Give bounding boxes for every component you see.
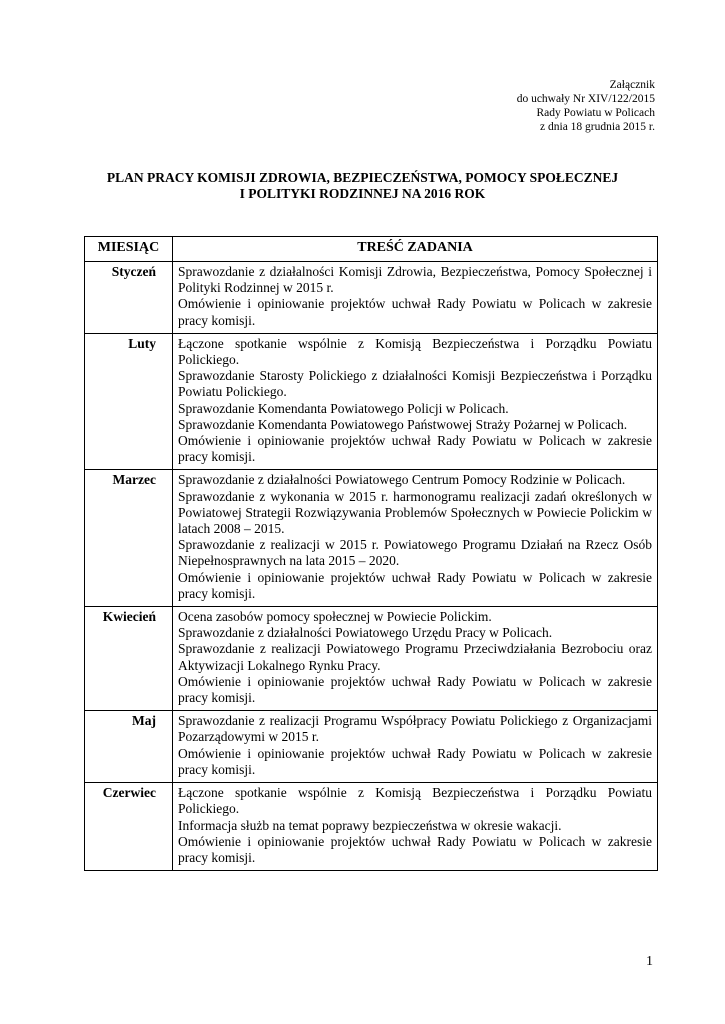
annex-label: Załącznik	[609, 79, 655, 91]
council-name: Rady Powiatu w Policach	[536, 107, 655, 119]
task-item: Sprawozdanie z działalności Komisji Zdrowia, Bezpieczeństwa, Pomocy Społecznej i Polityki Rodzinnej w 2015 r.	[178, 264, 652, 296]
month-cell: Kwiecień	[85, 607, 173, 711]
table-row	[85, 262, 658, 334]
month-cell: Maj	[85, 711, 173, 783]
task-cell	[173, 711, 658, 783]
task-item: Sprawozdanie Starosty Polickiego z działalności Komisji Bezpieczeństwa i Porządku Powiatu Polickiego.	[178, 368, 652, 400]
task-item: Łączone spotkanie wspólnie z Komisją Bezpieczeństwa i Porządku Powiatu Polickiego.	[178, 785, 652, 817]
task-item: Sprawozdanie z działalności Powiatowego Centrum Pomocy Rodzinie w Policach.	[178, 472, 626, 488]
document-title	[60, 170, 665, 202]
task-item: Sprawozdanie Komendanta Powiatowego Policji w Policach.	[178, 400, 509, 416]
task-item: Omówienie i opiniowanie projektów uchwał Rady Powiatu w Policach w zakresie pracy komisji.	[178, 433, 652, 465]
page-number: 1	[646, 954, 653, 969]
table-row	[85, 607, 658, 711]
table-row	[85, 333, 658, 470]
table-row	[85, 711, 658, 783]
resolution-number: do uchwały Nr XIV/122/2015	[516, 93, 655, 105]
month-cell: Marzec	[85, 470, 173, 607]
header-task: TREŚĆ ZADANIA	[173, 237, 658, 262]
task-item: Sprawozdanie z realizacji Programu Współpracy Powiatu Polickiego z Organizacjami Pozarządowymi w 2015 r.	[178, 713, 652, 745]
annex-reference	[517, 78, 655, 134]
task-cell	[173, 262, 658, 334]
title-line-2: I POLITYKI RODZINNEJ NA 2016 ROK	[239, 186, 486, 201]
header-month: MIESIĄC	[85, 237, 173, 262]
task-item: Sprawozdanie z działalności Powiatowego Urzędu Pracy w Policach.	[178, 625, 553, 641]
task-item: Omówienie i opiniowanie projektów uchwał Rady Powiatu w Policach w zakresie pracy komisji.	[178, 569, 652, 601]
task-cell	[173, 783, 658, 871]
task-item: Sprawozdanie z wykonania w 2015 r. harmonogramu realizacji zadań określonych w Powiatowej Strategii Rozwiązywania Problemów Społecznych w Powiecie Polickim w latach 2008 – 2015.	[178, 488, 652, 537]
task-item: Informacja służb na temat poprawy bezpieczeństwa w okresie wakacji.	[178, 817, 562, 833]
month-cell: Styczeń	[85, 262, 173, 334]
task-item: Omówienie i opiniowanie projektów uchwał Rady Powiatu w Policach w zakresie pracy komisji.	[178, 745, 652, 777]
title-line-1: PLAN PRACY KOMISJI ZDROWIA, BEZPIECZEŃSTWA, POMOCY SPOŁECZNEJ	[106, 170, 619, 185]
task-item: Omówienie i opiniowanie projektów uchwał Rady Powiatu w Policach w zakresie pracy komisji.	[178, 296, 652, 328]
table-row	[85, 783, 658, 871]
task-cell	[173, 607, 658, 711]
month-cell: Czerwiec	[85, 783, 173, 871]
task-item: Sprawozdanie z realizacji w 2015 r. Powiatowego Programu Działań na Rzecz Osób Niepełnosprawnych na lata 2015 – 2020.	[178, 537, 652, 569]
task-item: Ocena zasobów pomocy społecznej w Powiecie Polickim.	[178, 609, 492, 625]
table-row	[85, 470, 658, 607]
resolution-date: z dnia 18 grudnia 2015 r.	[540, 121, 655, 133]
task-cell	[173, 333, 658, 470]
task-item: Łączone spotkanie wspólnie z Komisją Bezpieczeństwa i Porządku Powiatu Polickiego.	[178, 335, 652, 368]
task-item: Sprawozdanie Komendanta Powiatowego Państwowej Straży Pożarnej w Policach.	[178, 416, 628, 432]
work-plan-table	[84, 236, 658, 871]
task-item: Omówienie i opiniowanie projektów uchwał Rady Powiatu w Policach w zakresie pracy komisji.	[178, 833, 652, 865]
task-item: Omówienie i opiniowanie projektów uchwał Rady Powiatu w Policach w zakresie pracy komisji.	[178, 673, 652, 706]
month-cell: Luty	[85, 333, 173, 470]
task-item: Sprawozdanie z realizacji Powiatowego Programu Przeciwdziałania Bezrobociu oraz Aktywizacji Lokalnego Rynku Pracy.	[178, 641, 652, 673]
task-cell	[173, 470, 658, 607]
table-header-row	[85, 237, 658, 262]
